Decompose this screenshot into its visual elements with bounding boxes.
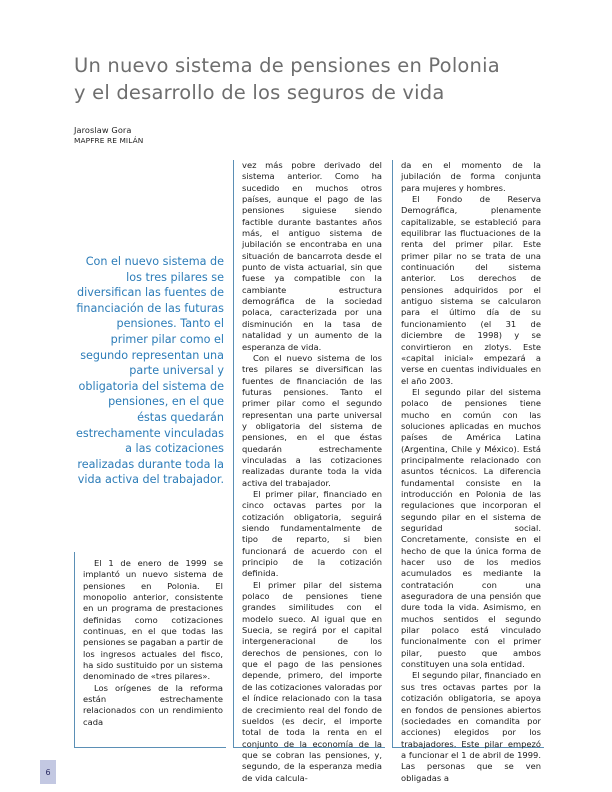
paragraph: El segundo pilar del sistema polaco de pensiones tiene mucho en común con las soluciones aplicadas en muchos países de América Latina (Argentina, Chile y México). Está principalmente relacionado con asuntos técnicos. La diferencia fundamental consiste en la introducción en Polonia de las regulaciones que incorporan el segundo pilar en el sistema de seguridad social. Concretamente, consiste en el hecho de que la única forma de hacer uso de los medios acumulados es mediante la contratación con una aseguradora de una pensión que dure toda la vida. Asimismo, en muchos sentidos el segundo pilar polaco está vinculado funcionalmente con el primer pilar, puesto que ambos constituyen una sola entidad. (401, 386, 541, 670)
column-2-body (242, 160, 382, 784)
column-3-body (401, 160, 541, 784)
paragraph: Los orígenes de la reforma están estrechamente relacionados con un rendimiento cada (83, 682, 223, 727)
paragraph: da en el momento de la jubilación de forma conjunta para mujeres y hombres. (401, 160, 541, 193)
column-2-left-rule (233, 160, 234, 747)
page-title (74, 52, 544, 106)
title-line-2: y el desarrollo de los seguros de vida (74, 81, 445, 104)
paragraph: El Fondo de Reserva Demográfica, plenamente capitalizable, se estableció para equilibrar las fluctuaciones de la renta del primer pilar. Este primer pilar no se trata de una continuación del sistema anterior. Los derechos de pensiones adquiridos por el antiguo sistema se calcularon para el último día de su funcionamiento (el 31 de diciembre de 1998) y se convirtieron en zlotys. Este «capital inicial» empezará a verse en cuentas individuales en el año 2003. (401, 194, 541, 386)
paragraph: Con el nuevo sistema de los tres pilares se diversifican las fuentes de financiación de las futuras pensiones. Tanto el primer pilar como el segundo representan una parte universal y obligatoria del sistema de pensiones, en el que éstas quedarán estrechamente vinculadas a las cotizaciones realizadas durante toda la vida activa del trabajador. (242, 352, 382, 488)
page-number: 6 (45, 767, 51, 777)
column-1-bottom-rule (74, 747, 226, 748)
paragraph: vez más pobre derivado del sistema anterior. Como ha sucedido en muchos otros países, aunque el pago de las pensiones siguiese siendo factible durante bastantes años más, el antiguo sistema de jubilación se encontraba en una situación de bancarrota desde el punto de vista actuarial, sin que fuese ya compatible con la cambiante estructura demográfica de la sociedad polaca, caracterizada por una disminución en la tasa de natalidad y un aumento de la esperanza de vida. (242, 160, 382, 352)
paragraph: El 1 de enero de 1999 se implantó un nuevo sistema de pensiones en Polonia. El monopolio anterior, consistente en un programa de prestaciones definidas como cotizaciones continuas, en el que todas las pensiones se pagaban a partir de los ingresos actuales del fisco, ha sido sustituido por un sistema denominado de «tres pilares». (83, 558, 223, 682)
title-line-1: Un nuevo sistema de pensiones en Polonia (74, 54, 500, 77)
byline (74, 125, 544, 146)
column-2 (233, 160, 385, 783)
article-columns (74, 160, 544, 783)
paragraph: El primer pilar, financiado en cinco octavas partes por la cotización obligatoria, seguirá siendo fundamentalmente de tipo de reparto, si bien funcionará de acuerdo con el principio de la cotización definida. (242, 488, 382, 579)
column-1-body (83, 558, 223, 728)
page-header (74, 52, 544, 146)
author-organization: MAPFRE RE MILÁN (74, 136, 144, 145)
column-1-left-rule (74, 552, 75, 747)
column-3 (392, 160, 544, 783)
paragraph: El segundo pilar, financiado en sus tres octavas partes por la cotización obligatoria, se apoya en fondos de pensiones abiertos (sociedades en comandita por acciones) elegidos por los trabajadores. Este pilar empezó a funcionar el 1 de abril de 1999. Las personas que se ven obligadas a (401, 670, 541, 783)
author-name: Jaroslaw Gora (74, 125, 132, 135)
pull-quote: Con el nuevo sistema de los tres pilares se diversifican las fuentes de financiación de las futuras pensiones. Tanto el primer pilar como el segundo representan una parte universal y obligatoria del sistema de pensiones, en el que éstas quedarán estrechamente vinculadas a las cotizaciones realizadas durante toda la vida activa del trabajador. (76, 255, 224, 487)
page-number-badge (40, 760, 56, 784)
column-1 (74, 160, 226, 755)
paragraph: El primer pilar del sistema polaco de pensiones tiene grandes similitudes con el modelo sueco. Al igual que en Suecia, se regirá por el capital intergeneracional de los derechos de pensiones, con lo que el pago de las pensiones depende, primero, del importe de las cotizaciones valoradas por el índice relacionado con la tasa de crecimiento real del fondo de sueldos (es decir, el importe total de toda la renta en el conjunto de la economía de la que se cobran las pensiones, y, segundo, de la esperanza media de vida calcula- (242, 579, 382, 783)
column-3-left-rule (392, 160, 393, 747)
